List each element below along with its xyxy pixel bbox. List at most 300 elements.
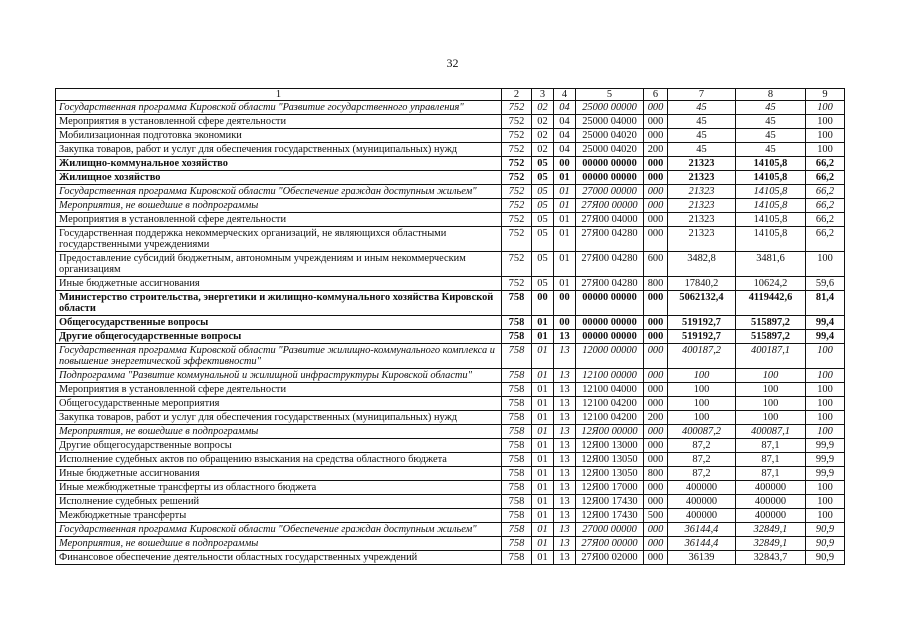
code-3-cell: 05 <box>532 213 554 227</box>
amount-8-cell: 32849,1 <box>736 523 806 537</box>
code-3-cell: 05 <box>532 157 554 171</box>
code-6-cell: 000 <box>644 439 668 453</box>
code-4-cell: 13 <box>554 411 576 425</box>
code-2-cell: 752 <box>502 143 532 157</box>
code-6-cell: 000 <box>644 291 668 316</box>
column-header: 4 <box>554 89 576 101</box>
amount-7-cell: 36144,4 <box>668 523 736 537</box>
code-4-cell: 01 <box>554 227 576 252</box>
column-header: 1 <box>56 89 502 101</box>
code-6-cell: 000 <box>644 171 668 185</box>
code-4-cell: 04 <box>554 101 576 115</box>
code-5-cell: 12100 04200 <box>576 397 644 411</box>
amount-8-cell: 14105,8 <box>736 171 806 185</box>
row-name-cell: Исполнение судебных актов по обращению взыскания на средства областного бюджета <box>56 453 502 467</box>
row-name-cell: Государственная поддержка некоммерческих организаций, не являющихся областными государственными учреждениями <box>56 227 502 252</box>
row-name-cell: Мероприятия, не вошедшие в подпрограммы <box>56 199 502 213</box>
table-row <box>56 157 845 171</box>
code-5-cell: 12Я00 13050 <box>576 467 644 481</box>
code-4-cell: 13 <box>554 369 576 383</box>
percent-9-cell: 100 <box>806 481 845 495</box>
code-3-cell: 01 <box>532 495 554 509</box>
code-5-cell: 00000 00000 <box>576 316 644 330</box>
code-3-cell: 00 <box>532 291 554 316</box>
code-5-cell: 12Я00 13000 <box>576 439 644 453</box>
code-6-cell: 000 <box>644 551 668 565</box>
amount-8-cell: 14105,8 <box>736 213 806 227</box>
amount-7-cell: 21323 <box>668 171 736 185</box>
table-row <box>56 383 845 397</box>
code-5-cell: 27Я00 04280 <box>576 252 644 277</box>
amount-8-cell: 14105,8 <box>736 227 806 252</box>
amount-8-cell: 4119442,6 <box>736 291 806 316</box>
code-5-cell: 27Я00 02000 <box>576 551 644 565</box>
code-5-cell: 27Я00 04000 <box>576 213 644 227</box>
code-5-cell: 12100 04000 <box>576 383 644 397</box>
code-5-cell: 00000 00000 <box>576 171 644 185</box>
code-3-cell: 01 <box>532 383 554 397</box>
code-4-cell: 01 <box>554 185 576 199</box>
table-row <box>56 509 845 523</box>
code-2-cell: 758 <box>502 509 532 523</box>
table-row <box>56 213 845 227</box>
code-2-cell: 758 <box>502 330 532 344</box>
column-header: 5 <box>576 89 644 101</box>
amount-7-cell: 400000 <box>668 495 736 509</box>
code-6-cell: 000 <box>644 369 668 383</box>
code-3-cell: 01 <box>532 397 554 411</box>
code-3-cell: 01 <box>532 537 554 551</box>
code-2-cell: 752 <box>502 171 532 185</box>
amount-7-cell: 519192,7 <box>668 316 736 330</box>
code-5-cell: 12Я00 00000 <box>576 425 644 439</box>
percent-9-cell: 100 <box>806 495 845 509</box>
code-2-cell: 752 <box>502 129 532 143</box>
amount-7-cell: 400087,2 <box>668 425 736 439</box>
percent-9-cell: 100 <box>806 101 845 115</box>
column-header: 2 <box>502 89 532 101</box>
row-name-cell: Иные межбюджетные трансферты из областного бюджета <box>56 481 502 495</box>
code-3-cell: 01 <box>532 481 554 495</box>
code-6-cell: 000 <box>644 129 668 143</box>
code-6-cell: 200 <box>644 143 668 157</box>
code-5-cell: 25000 04020 <box>576 129 644 143</box>
amount-8-cell: 87,1 <box>736 467 806 481</box>
code-3-cell: 05 <box>532 277 554 291</box>
table-row <box>56 199 845 213</box>
code-6-cell: 000 <box>644 330 668 344</box>
code-3-cell: 02 <box>532 143 554 157</box>
code-2-cell: 752 <box>502 277 532 291</box>
row-name-cell: Другие общегосударственные вопросы <box>56 439 502 453</box>
percent-9-cell: 90,9 <box>806 537 845 551</box>
code-4-cell: 04 <box>554 143 576 157</box>
amount-8-cell: 515897,2 <box>736 330 806 344</box>
amount-8-cell: 400187,1 <box>736 344 806 369</box>
amount-7-cell: 519192,7 <box>668 330 736 344</box>
code-5-cell: 00000 00000 <box>576 330 644 344</box>
code-3-cell: 01 <box>532 467 554 481</box>
code-4-cell: 13 <box>554 523 576 537</box>
amount-8-cell: 45 <box>736 143 806 157</box>
code-4-cell: 13 <box>554 509 576 523</box>
amount-7-cell: 21323 <box>668 157 736 171</box>
table-row <box>56 185 845 199</box>
table-row <box>56 330 845 344</box>
amount-7-cell: 400000 <box>668 481 736 495</box>
code-6-cell: 200 <box>644 411 668 425</box>
code-5-cell: 12100 04200 <box>576 411 644 425</box>
percent-9-cell: 100 <box>806 397 845 411</box>
code-2-cell: 758 <box>502 291 532 316</box>
code-6-cell: 000 <box>644 185 668 199</box>
percent-9-cell: 99,9 <box>806 453 845 467</box>
code-5-cell: 27Я00 04280 <box>576 227 644 252</box>
code-2-cell: 758 <box>502 411 532 425</box>
percent-9-cell: 100 <box>806 509 845 523</box>
code-5-cell: 12100 00000 <box>576 369 644 383</box>
code-3-cell: 01 <box>532 551 554 565</box>
percent-9-cell: 99,9 <box>806 467 845 481</box>
code-2-cell: 758 <box>502 439 532 453</box>
amount-7-cell: 21323 <box>668 199 736 213</box>
code-2-cell: 758 <box>502 425 532 439</box>
code-2-cell: 752 <box>502 252 532 277</box>
percent-9-cell: 100 <box>806 411 845 425</box>
percent-9-cell: 99,4 <box>806 316 845 330</box>
percent-9-cell: 100 <box>806 143 845 157</box>
code-5-cell: 12Я00 17430 <box>576 509 644 523</box>
code-4-cell: 04 <box>554 115 576 129</box>
row-name-cell: Государственная программа Кировской области "Обеспечение граждан доступным жильем" <box>56 185 502 199</box>
amount-7-cell: 87,2 <box>668 453 736 467</box>
column-header: 9 <box>806 89 845 101</box>
amount-7-cell: 87,2 <box>668 439 736 453</box>
code-6-cell: 600 <box>644 252 668 277</box>
amount-8-cell: 100 <box>736 411 806 425</box>
code-4-cell: 00 <box>554 157 576 171</box>
table-row <box>56 439 845 453</box>
table-row <box>56 227 845 252</box>
percent-9-cell: 100 <box>806 344 845 369</box>
row-name-cell: Общегосударственные мероприятия <box>56 397 502 411</box>
amount-7-cell: 3482,8 <box>668 252 736 277</box>
amount-7-cell: 45 <box>668 143 736 157</box>
code-4-cell: 00 <box>554 291 576 316</box>
amount-8-cell: 400000 <box>736 481 806 495</box>
amount-7-cell: 17840,2 <box>668 277 736 291</box>
row-name-cell: Мероприятия, не вошедшие в подпрограммы <box>56 425 502 439</box>
amount-8-cell: 3481,6 <box>736 252 806 277</box>
code-6-cell: 000 <box>644 537 668 551</box>
code-6-cell: 000 <box>644 481 668 495</box>
row-name-cell: Закупка товаров, работ и услуг для обеспечения государственных (муниципальных) нужд <box>56 143 502 157</box>
table-row <box>56 129 845 143</box>
table-row <box>56 551 845 565</box>
code-3-cell: 02 <box>532 129 554 143</box>
percent-9-cell: 100 <box>806 115 845 129</box>
code-4-cell: 13 <box>554 425 576 439</box>
row-name-cell: Закупка товаров, работ и услуг для обеспечения государственных (муниципальных) нужд <box>56 411 502 425</box>
code-6-cell: 000 <box>644 495 668 509</box>
code-6-cell: 800 <box>644 277 668 291</box>
code-6-cell: 000 <box>644 316 668 330</box>
code-2-cell: 758 <box>502 316 532 330</box>
table-row <box>56 115 845 129</box>
code-2-cell: 752 <box>502 185 532 199</box>
table-row <box>56 344 845 369</box>
code-5-cell: 27Я00 00000 <box>576 537 644 551</box>
column-header: 7 <box>668 89 736 101</box>
code-6-cell: 000 <box>644 157 668 171</box>
percent-9-cell: 100 <box>806 425 845 439</box>
percent-9-cell: 99,4 <box>806 330 845 344</box>
row-name-cell: Жилищное хозяйство <box>56 171 502 185</box>
table-row <box>56 411 845 425</box>
code-3-cell: 05 <box>532 252 554 277</box>
code-3-cell: 01 <box>532 523 554 537</box>
code-3-cell: 05 <box>532 185 554 199</box>
code-4-cell: 01 <box>554 213 576 227</box>
amount-7-cell: 400000 <box>668 509 736 523</box>
code-4-cell: 01 <box>554 171 576 185</box>
row-name-cell: Межбюджетные трансферты <box>56 509 502 523</box>
percent-9-cell: 100 <box>806 252 845 277</box>
amount-8-cell: 87,1 <box>736 453 806 467</box>
row-name-cell: Мобилизационная подготовка экономики <box>56 129 502 143</box>
table-row <box>56 425 845 439</box>
code-3-cell: 05 <box>532 227 554 252</box>
row-name-cell: Иные бюджетные ассигнования <box>56 467 502 481</box>
code-2-cell: 752 <box>502 213 532 227</box>
code-3-cell: 01 <box>532 330 554 344</box>
code-2-cell: 758 <box>502 369 532 383</box>
code-6-cell: 000 <box>644 397 668 411</box>
percent-9-cell: 66,2 <box>806 185 845 199</box>
code-6-cell: 000 <box>644 101 668 115</box>
code-4-cell: 13 <box>554 439 576 453</box>
amount-8-cell: 10624,2 <box>736 277 806 291</box>
table-row <box>56 171 845 185</box>
table-row <box>56 453 845 467</box>
column-header: 8 <box>736 89 806 101</box>
code-3-cell: 01 <box>532 369 554 383</box>
amount-7-cell: 100 <box>668 397 736 411</box>
code-4-cell: 01 <box>554 252 576 277</box>
percent-9-cell: 90,9 <box>806 551 845 565</box>
code-5-cell: 00000 00000 <box>576 291 644 316</box>
row-name-cell: Подпрограмма "Развитие коммунальной и жилищной инфраструктуры Кировской области" <box>56 369 502 383</box>
amount-7-cell: 100 <box>668 383 736 397</box>
amount-8-cell: 100 <box>736 383 806 397</box>
percent-9-cell: 90,9 <box>806 523 845 537</box>
amount-7-cell: 45 <box>668 115 736 129</box>
row-name-cell: Министерство строительства, энергетики и жилищно-коммунального хозяйства Кировской области <box>56 291 502 316</box>
budget-table <box>55 88 845 565</box>
code-5-cell: 27000 00000 <box>576 523 644 537</box>
code-4-cell: 13 <box>554 467 576 481</box>
percent-9-cell: 66,2 <box>806 199 845 213</box>
page-number: 32 <box>446 56 459 70</box>
percent-9-cell: 66,2 <box>806 213 845 227</box>
table-row <box>56 143 845 157</box>
code-2-cell: 758 <box>502 344 532 369</box>
code-5-cell: 25000 00000 <box>576 101 644 115</box>
amount-8-cell: 32849,1 <box>736 537 806 551</box>
code-4-cell: 04 <box>554 129 576 143</box>
amount-7-cell: 100 <box>668 411 736 425</box>
code-2-cell: 752 <box>502 115 532 129</box>
row-name-cell: Мероприятия, не вошедшие в подпрограммы <box>56 537 502 551</box>
percent-9-cell: 81,4 <box>806 291 845 316</box>
code-6-cell: 000 <box>644 213 668 227</box>
code-2-cell: 758 <box>502 495 532 509</box>
percent-9-cell: 66,2 <box>806 227 845 252</box>
row-name-cell: Мероприятия в установленной сфере деятельности <box>56 213 502 227</box>
percent-9-cell: 99,9 <box>806 439 845 453</box>
code-3-cell: 01 <box>532 411 554 425</box>
code-5-cell: 27000 00000 <box>576 185 644 199</box>
code-2-cell: 752 <box>502 157 532 171</box>
code-6-cell: 000 <box>644 344 668 369</box>
column-header: 6 <box>644 89 668 101</box>
amount-8-cell: 100 <box>736 397 806 411</box>
table-row <box>56 481 845 495</box>
amount-7-cell: 5062132,4 <box>668 291 736 316</box>
percent-9-cell: 100 <box>806 383 845 397</box>
code-6-cell: 000 <box>644 453 668 467</box>
code-3-cell: 05 <box>532 199 554 213</box>
row-name-cell: Государственная программа Кировской области "Развитие государственного управления" <box>56 101 502 115</box>
amount-7-cell: 21323 <box>668 185 736 199</box>
row-name-cell: Предоставление субсидий бюджетным, автономным учреждениям и иным некоммерческим организациям <box>56 252 502 277</box>
code-3-cell: 01 <box>532 344 554 369</box>
code-6-cell: 000 <box>644 199 668 213</box>
code-3-cell: 01 <box>532 316 554 330</box>
amount-8-cell: 400000 <box>736 495 806 509</box>
table-row <box>56 277 845 291</box>
table-header-row <box>56 89 845 101</box>
code-5-cell: 12Я00 13050 <box>576 453 644 467</box>
code-2-cell: 758 <box>502 551 532 565</box>
table-row <box>56 397 845 411</box>
amount-7-cell: 45 <box>668 101 736 115</box>
table-row <box>56 467 845 481</box>
row-name-cell: Общегосударственные вопросы <box>56 316 502 330</box>
table-row <box>56 495 845 509</box>
amount-7-cell: 36144,4 <box>668 537 736 551</box>
amount-8-cell: 400087,1 <box>736 425 806 439</box>
row-name-cell: Государственная программа Кировской области "Обеспечение граждан доступным жильем" <box>56 523 502 537</box>
table-row <box>56 537 845 551</box>
code-2-cell: 758 <box>502 453 532 467</box>
code-3-cell: 05 <box>532 171 554 185</box>
amount-8-cell: 100 <box>736 369 806 383</box>
code-5-cell: 27Я00 00000 <box>576 199 644 213</box>
percent-9-cell: 100 <box>806 129 845 143</box>
code-5-cell: 25000 04000 <box>576 115 644 129</box>
amount-8-cell: 14105,8 <box>736 157 806 171</box>
budget-table-body <box>56 89 845 565</box>
code-3-cell: 01 <box>532 453 554 467</box>
table-row <box>56 252 845 277</box>
amount-7-cell: 87,2 <box>668 467 736 481</box>
percent-9-cell: 100 <box>806 369 845 383</box>
code-2-cell: 752 <box>502 227 532 252</box>
code-2-cell: 752 <box>502 101 532 115</box>
code-5-cell: 00000 00000 <box>576 157 644 171</box>
amount-8-cell: 45 <box>736 115 806 129</box>
code-4-cell: 13 <box>554 495 576 509</box>
code-5-cell: 12000 00000 <box>576 344 644 369</box>
code-5-cell: 12Я00 17430 <box>576 495 644 509</box>
amount-8-cell: 515897,2 <box>736 316 806 330</box>
table-row <box>56 523 845 537</box>
code-2-cell: 758 <box>502 481 532 495</box>
code-6-cell: 000 <box>644 425 668 439</box>
amount-7-cell: 36139 <box>668 551 736 565</box>
code-6-cell: 800 <box>644 467 668 481</box>
table-row <box>56 291 845 316</box>
code-4-cell: 01 <box>554 277 576 291</box>
table-row <box>56 316 845 330</box>
row-name-cell: Исполнение судебных решений <box>56 495 502 509</box>
code-6-cell: 000 <box>644 523 668 537</box>
code-4-cell: 00 <box>554 316 576 330</box>
row-name-cell: Другие общегосударственные вопросы <box>56 330 502 344</box>
code-3-cell: 01 <box>532 439 554 453</box>
row-name-cell: Мероприятия в установленной сфере деятельности <box>56 383 502 397</box>
code-3-cell: 01 <box>532 425 554 439</box>
row-name-cell: Мероприятия в установленной сфере деятельности <box>56 115 502 129</box>
code-2-cell: 758 <box>502 383 532 397</box>
code-4-cell: 13 <box>554 397 576 411</box>
row-name-cell: Жилищно-коммунальное хозяйство <box>56 157 502 171</box>
code-6-cell: 000 <box>644 227 668 252</box>
amount-7-cell: 400187,2 <box>668 344 736 369</box>
table-row <box>56 101 845 115</box>
code-4-cell: 13 <box>554 551 576 565</box>
table-row <box>56 369 845 383</box>
amount-7-cell: 21323 <box>668 213 736 227</box>
code-6-cell: 500 <box>644 509 668 523</box>
code-5-cell: 12Я00 17000 <box>576 481 644 495</box>
code-6-cell: 000 <box>644 383 668 397</box>
code-3-cell: 02 <box>532 101 554 115</box>
code-4-cell: 13 <box>554 453 576 467</box>
percent-9-cell: 66,2 <box>806 157 845 171</box>
code-2-cell: 758 <box>502 523 532 537</box>
amount-8-cell: 45 <box>736 129 806 143</box>
code-5-cell: 27Я00 04280 <box>576 277 644 291</box>
code-4-cell: 13 <box>554 537 576 551</box>
amount-8-cell: 32843,7 <box>736 551 806 565</box>
row-name-cell: Финансовое обеспечение деятельности областных государственных учреждений <box>56 551 502 565</box>
amount-8-cell: 87,1 <box>736 439 806 453</box>
amount-8-cell: 400000 <box>736 509 806 523</box>
percent-9-cell: 66,2 <box>806 171 845 185</box>
code-4-cell: 13 <box>554 383 576 397</box>
amount-7-cell: 45 <box>668 129 736 143</box>
amount-8-cell: 14105,8 <box>736 199 806 213</box>
code-4-cell: 13 <box>554 481 576 495</box>
row-name-cell: Государственная программа Кировской области "Развитие жилищно-коммунального комплекса и повышение энергетической эффективности" <box>56 344 502 369</box>
code-2-cell: 758 <box>502 397 532 411</box>
code-2-cell: 752 <box>502 199 532 213</box>
amount-8-cell: 14105,8 <box>736 185 806 199</box>
amount-8-cell: 45 <box>736 101 806 115</box>
code-3-cell: 02 <box>532 115 554 129</box>
